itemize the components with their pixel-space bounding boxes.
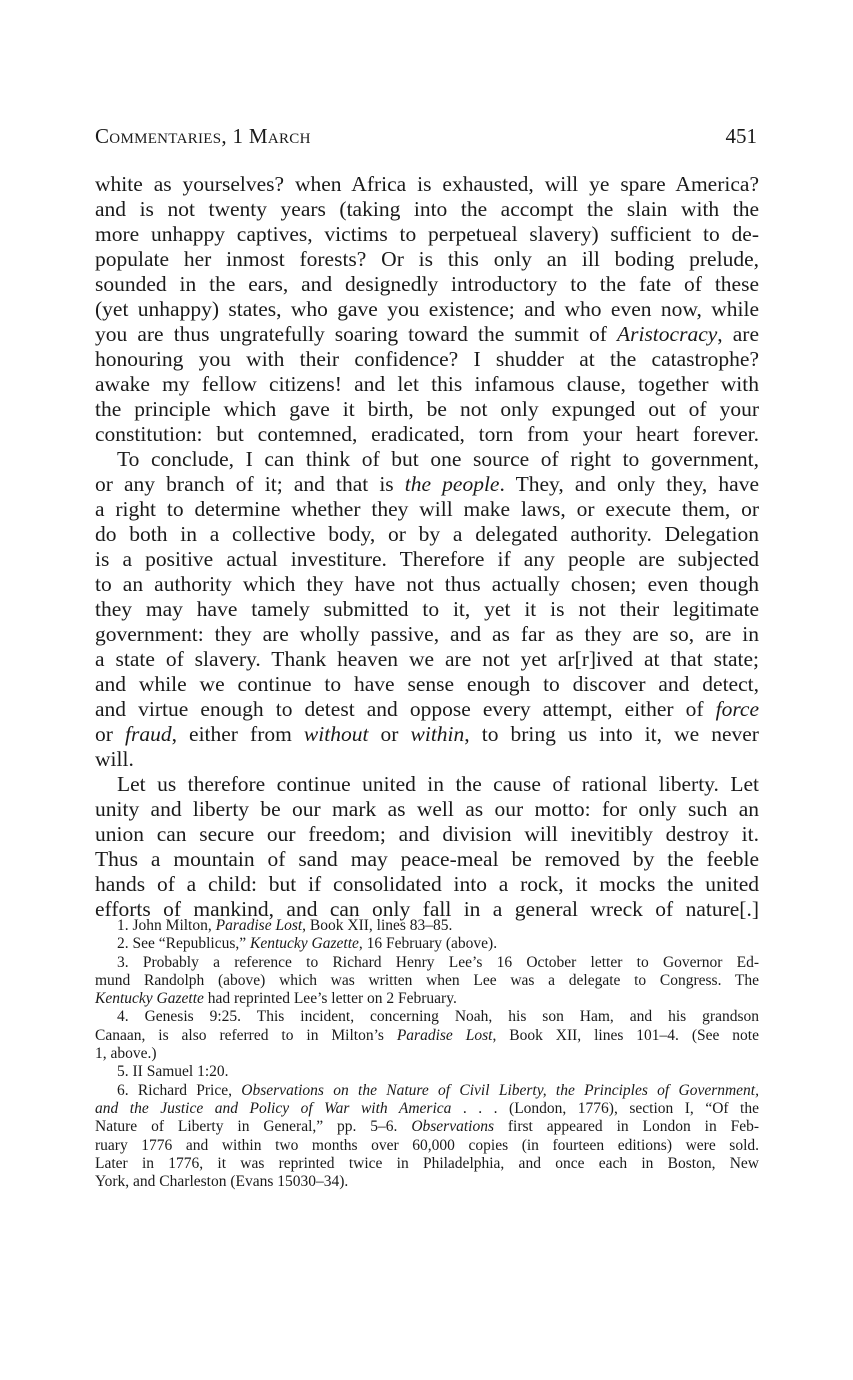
footnotes [95, 917, 759, 1191]
footnote-line: Kentucky Gazette had reprinted Lee’s letter on 2 February. [95, 990, 457, 1008]
text-line: a right to determine whether they will make laws, or execute them, or [95, 497, 759, 521]
text-line: unity and liberty be our mark as well as our motto: for only such an [95, 797, 759, 821]
footnote-line: Nature of Liberty in General,” pp. 5–6. Observations first appeared in London in Feb- [95, 1118, 759, 1136]
text-line: and virtue enough to detest and oppose every attempt, either of force [95, 697, 759, 721]
text-line: (yet unhappy) states, who gave you existence; and who even now, while [95, 297, 759, 321]
footnote-line: mund Randolph (above) which was written when Lee was a delegate to Congress. The [95, 971, 759, 989]
text-line: do both in a collective body, or by a delegated authority. Delegation [95, 522, 759, 546]
footnote-line: ruary 1776 and within two months over 60,000 copies (in fourteen editions) were sold. [95, 1136, 759, 1154]
text-line: honouring you with their confidence? I shudder at the catastrophe? [95, 347, 759, 371]
footnote-line: York, and Charleston (Evans 15030–34). [95, 1173, 349, 1191]
text-line: union can secure our freedom; and division will inevitibly destroy it. [95, 822, 759, 846]
text-line: To conclude, I can think of but one source of right to government, [117, 447, 759, 471]
text-line: they may have tamely submitted to it, yet it is not their legitimate [95, 597, 759, 621]
text-line: is a positive actual investiture. Therefore if any people are subjected [95, 547, 759, 571]
text-line: and is not twenty years (taking into the accompt the slain with the [95, 197, 759, 221]
text-line: white as yourselves? when Africa is exhausted, will ye spare America? [95, 172, 759, 196]
footnote-line: 5. II Samuel 1:20. [117, 1063, 229, 1081]
text-line: hands of a child: but if consolidated into a rock, it mocks the united [95, 872, 759, 896]
page-number: 451 [725, 124, 757, 148]
text-line: more unhappy captives, victims to perpetueal slavery) sufficient to de- [95, 222, 759, 246]
text-line: the principle which gave it birth, be not only expunged out of your [95, 397, 759, 421]
text-line: a state of slavery. Thank heaven we are not yet ar[r]ived at that state; [95, 647, 759, 671]
text-line: efforts of mankind, and can only fall in a general wreck of nature[.] [95, 897, 759, 921]
text-line: you are thus ungratefully soaring toward the summit of Aristocracy, are [95, 322, 759, 346]
text-line: and while we continue to have sense enough to discover and detect, [95, 672, 759, 696]
text-line: to an authority which they have not thus actually chosen; even though [95, 572, 759, 596]
footnote-line: 6. Richard Price, Observations on the Nature of Civil Liberty, the Principles of Government, [117, 1081, 759, 1099]
text-line: government: they are wholly passive, and as far as they are so, are in [95, 622, 759, 646]
running-head: Commentaries, 1 March [95, 124, 311, 148]
footnote-line: Canaan, is also referred to in Milton’s Paradise Lost, Book XII, lines 101–4. (See note [95, 1026, 759, 1044]
footnote-line: and the Justice and Policy of War with America . . . (London, 1776), section I, “Of the [95, 1099, 759, 1117]
footnote-line: Later in 1776, it was reprinted twice in Philadelphia, and once each in Boston, New [95, 1154, 759, 1172]
footnote-line: 1, above.) [95, 1045, 157, 1063]
text-line: or any branch of it; and that is the people. They, and only they, have [95, 472, 759, 496]
text-line: populate her inmost forests? Or is this only an ill boding prelude, [95, 247, 759, 271]
footnote-line: 4. Genesis 9:25. This incident, concerning Noah, his son Ham, and his grandson [117, 1008, 759, 1026]
main-text [95, 172, 759, 922]
text-line: or fraud, either from without or within, to bring us into it, we never [95, 722, 759, 746]
footnote-line: 2. See “Republicus,” Kentucky Gazette, 16 February (above). [117, 935, 498, 953]
text-line: Thus a mountain of sand may peace-meal be removed by the feeble [95, 847, 759, 871]
text-line: constitution: but contemned, eradicated, torn from your heart forever. [95, 422, 759, 446]
text-line: Let us therefore continue united in the cause of rational liberty. Let [117, 772, 759, 796]
text-line: sounded in the ears, and designedly introductory to the fate of these [95, 272, 759, 296]
text-line: awake my fellow citizens! and let this infamous clause, together with [95, 372, 759, 396]
text-line: will. [95, 747, 134, 771]
footnote-line: 1. John Milton, Paradise Lost, Book XII, lines 83–85. [117, 917, 453, 934]
footnote-line: 3. Probably a reference to Richard Henry Lee’s 16 October letter to Governor Ed- [117, 953, 759, 971]
page-header [95, 124, 757, 154]
